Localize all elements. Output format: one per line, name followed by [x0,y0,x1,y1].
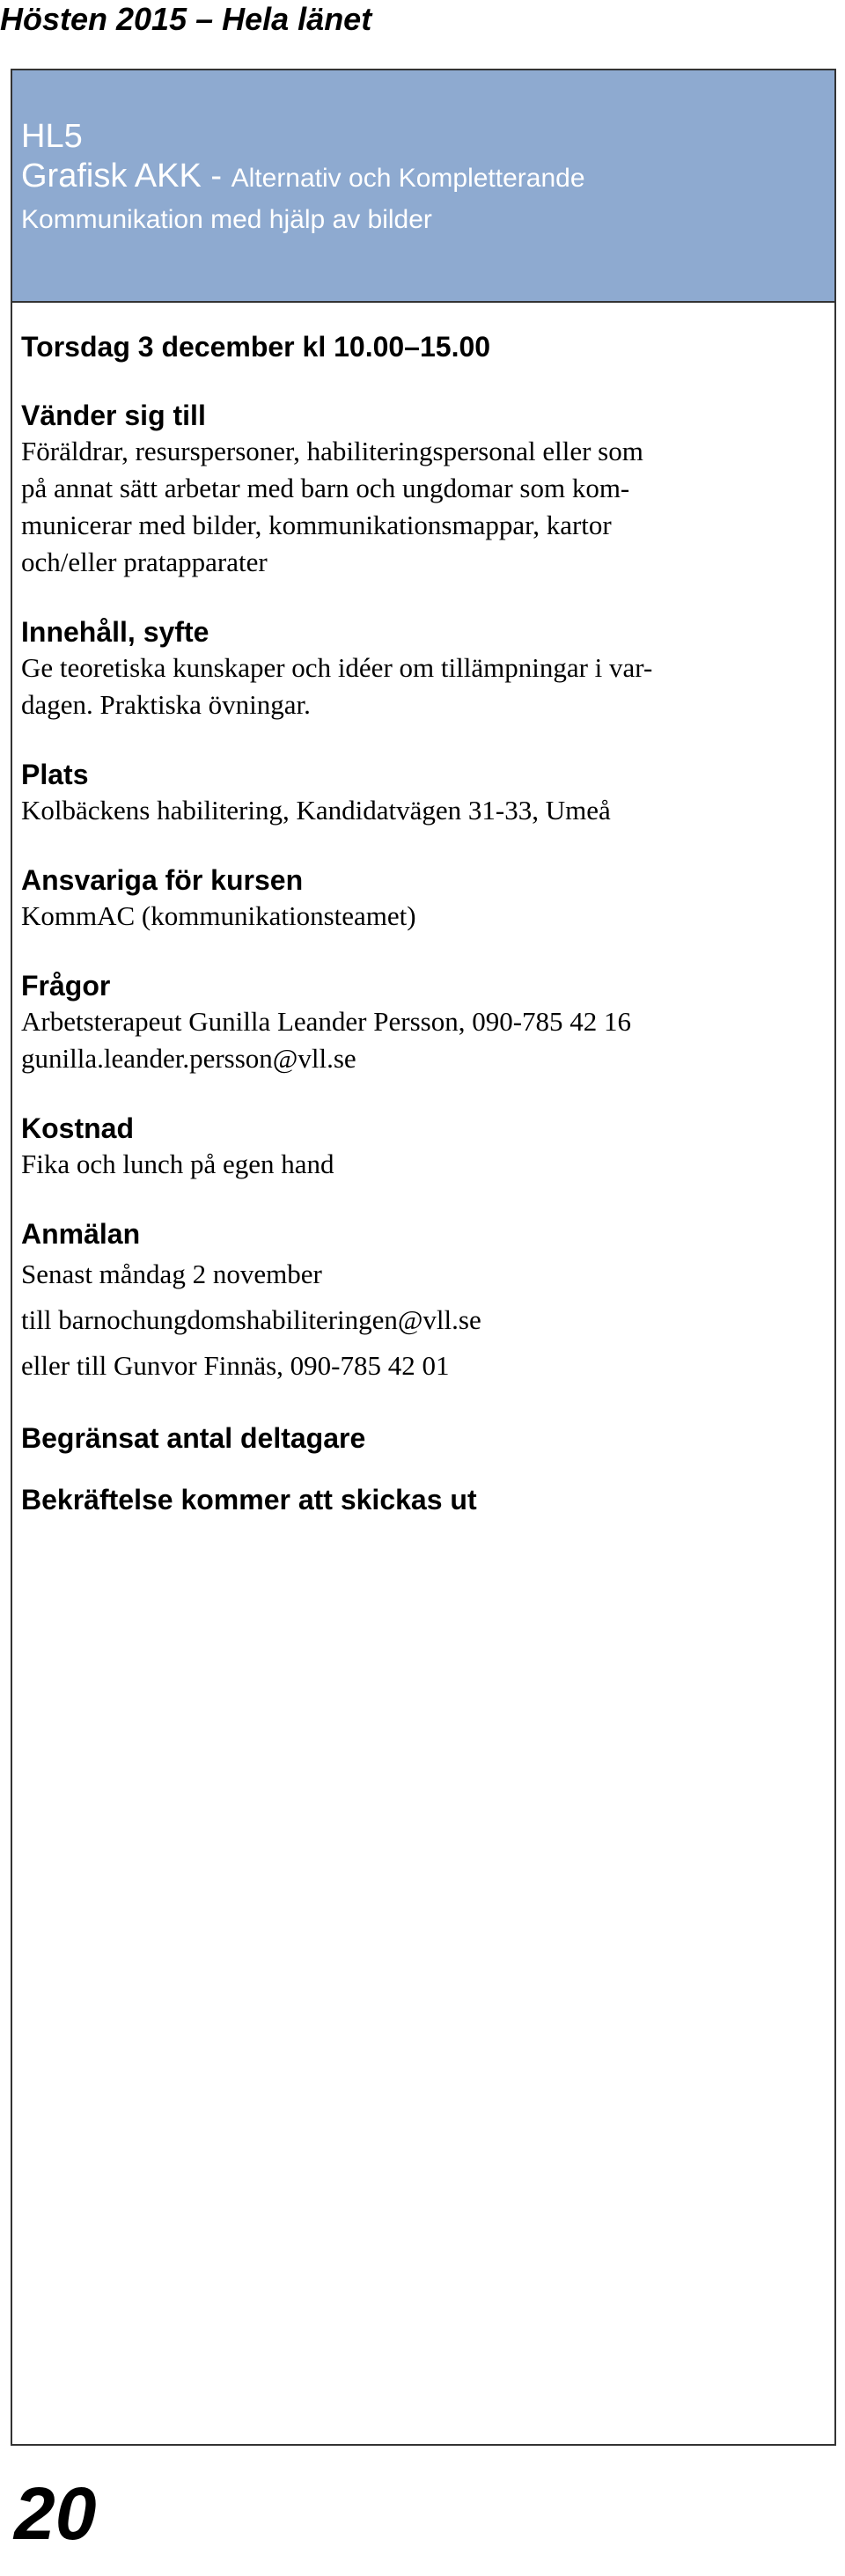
course-header [12,70,834,303]
page-number: 20 [14,2472,97,2555]
section-text-cost [21,1146,826,1183]
section-text-registration [21,1251,826,1389]
text-line: och/eller pratapparater [21,547,268,577]
text-line: KommAC (kommunikationsteamet) [21,900,416,931]
contact-email: gunilla.leander.persson@vll.se [21,1043,356,1074]
course-code: HL5 [21,118,83,155]
section-text-questions [21,1003,826,1077]
section-registration [21,1216,826,1389]
section-heading-questions: Frågor [21,970,111,1002]
section-text-responsible [21,898,826,935]
season-heading: Hösten 2015 – Hela länet [0,1,372,37]
registration-email: till barnochungdomshabiliteringen@vll.se [21,1304,481,1335]
section-place [21,757,826,829]
text-line: municerar med bilder, kommunikationsmappar, kartor [21,510,612,540]
note-confirmation [21,1482,826,1517]
text-line: Fika och lunch på egen hand [21,1149,334,1179]
confirmation-note: Bekräftelse kommer att skickas ut [21,1484,477,1516]
text-line: Ge teoretiska kunskaper och idéer om tillämpningar i var- [21,652,653,683]
section-heading-cost: Kostnad [21,1112,134,1144]
section-target [21,398,826,581]
text-line: på annat sätt arbetar med barn och ungdomar som kom- [21,473,630,503]
section-heading-target: Vänder sig till [21,400,206,431]
section-heading-registration: Anmälan [21,1218,141,1250]
section-heading-content: Innehåll, syfte [21,616,209,648]
text-line: dagen. Praktiska övningar. [21,689,311,720]
section-content [21,614,826,723]
text-line: Senast måndag 2 november [21,1259,322,1289]
text-line: Kolbäckens habilitering, Kandidatvägen 31-33, Umeå [21,795,611,826]
course-title-sub-line2: Kommunikation med hjälp av bilder [21,205,432,234]
course-card [11,69,836,2446]
limited-participants-note: Begränsat antal deltagare [21,1422,366,1454]
text-line: Arbetsterapeut Gunilla Leander Persson, 090-785 42 16 [21,1006,632,1037]
text-line: Föräldrar, resurspersoner, habiliteringspersonal eller som [21,436,643,466]
section-text-content [21,650,826,723]
course-date: Torsdag 3 december kl 10.00–15.00 [21,331,491,363]
section-text-target [21,433,826,581]
section-text-place [21,792,826,829]
course-title-main: Grafisk AKK - [21,158,223,194]
section-heading-place: Plats [21,759,89,790]
section-cost [21,1111,826,1183]
course-title-sub-line1: Alternativ och Kompletterande [231,164,585,193]
section-responsible [21,862,826,935]
note-limited [21,1420,826,1456]
text-line: eller till Gunvor Finnäs, 090-785 42 01 [21,1350,450,1381]
section-heading-responsible: Ansvariga för kursen [21,864,304,896]
course-body [12,303,834,1517]
section-questions [21,968,826,1077]
course-title [21,157,826,239]
